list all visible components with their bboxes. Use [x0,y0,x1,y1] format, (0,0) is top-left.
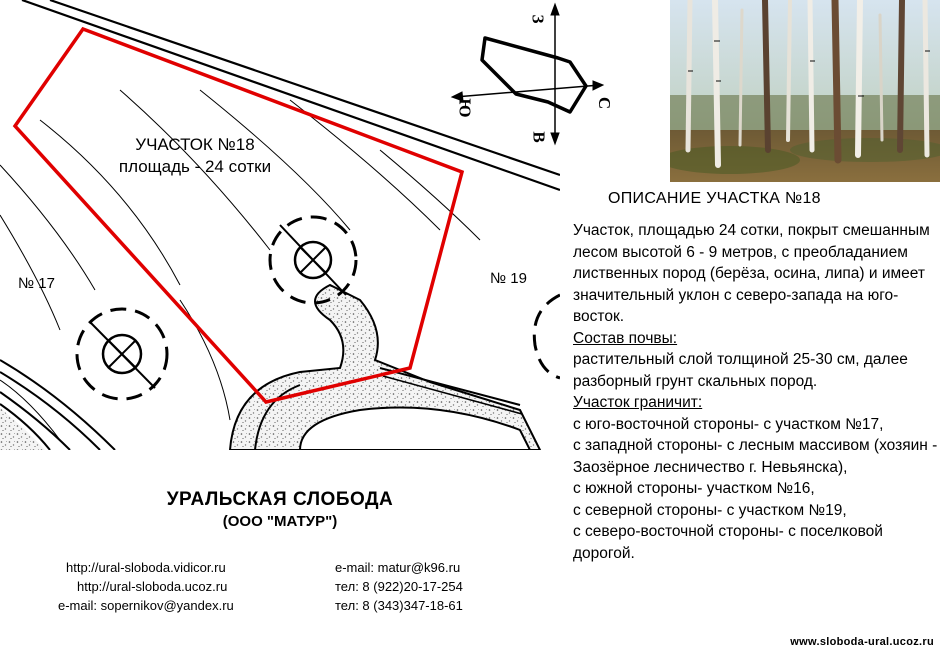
border-item: с юго-восточной стороны- с участком №17, [573,415,884,433]
website-link-2[interactable]: http://ural-sloboda.ucoz.ru [77,579,228,594]
plot-title: УЧАСТОК №18 [135,135,255,154]
neighbor-label-17: № 17 [18,275,55,292]
plot-outline-shape [482,38,586,112]
forest-photo [670,0,940,182]
soil-heading: Состав почвы: [573,329,678,347]
company-legal-name: (ООО "МАТУР") [222,513,338,530]
well-symbol-upper [270,217,356,303]
phone-2: тел: 8 (343)347-18-61 [335,598,463,613]
description-intro: Участок, площадью 24 сотки, покрыт смешанным лесом высотой 6 - 9 метров, с преобладанием лиственных пород (берёза, осина, липа) и имеет значительный уклон с северо-запада на юго-восток. [573,222,930,325]
border-item: с северо-восточной стороны- с поселковой дорогой. [573,523,883,562]
compass-diagram [440,0,610,150]
phone-1: тел: 8 (922)20-17-254 [335,579,463,594]
plot-area: площадь - 24 сотки [118,157,272,176]
website-link-1[interactable]: http://ural-sloboda.vidicor.ru [66,560,226,575]
well-symbol-partial [534,295,560,378]
arrow-right-icon [593,81,603,90]
soil-text: растительный слой толщиной 25-30 см, далее разборный грунт скальных пород. [573,351,908,390]
border-item: с западной стороны- с лесным массивом (хозяин - Заозёрное лесничество г. Невьянска), [573,437,938,476]
arrow-up-icon [551,4,559,15]
email-link-2[interactable]: e-mail: matur@k96.ru [335,560,461,575]
compass-north: З [528,14,548,24]
company-block [110,489,450,530]
neighbor-label-19: № 19 [490,270,527,287]
cul-de-sac-road [230,285,540,450]
compass-south: В [529,131,549,143]
border-item: с южной стороны- участком №16, [573,480,815,497]
well-symbol-lower [77,309,167,399]
company-name: УРАЛЬСКАЯ СЛОБОДА [166,489,394,510]
description-title: ОПИСАНИЕ УЧАСТКА №18 [608,190,821,207]
compass-west: Ю [455,98,475,118]
email-link-1[interactable]: e-mail: sopernikov@yandex.ru [58,598,234,613]
plot-label [100,134,290,178]
plot-boundary [15,29,462,402]
compass-east: С [595,96,615,110]
site-watermark: www.sloboda-ural.ucoz.ru [790,636,934,648]
arrow-down-icon [551,133,559,144]
borders-heading: Участок граничит: [573,394,703,411]
description-body [573,220,938,564]
border-item: с северной стороны- с участком №19, [573,501,847,519]
